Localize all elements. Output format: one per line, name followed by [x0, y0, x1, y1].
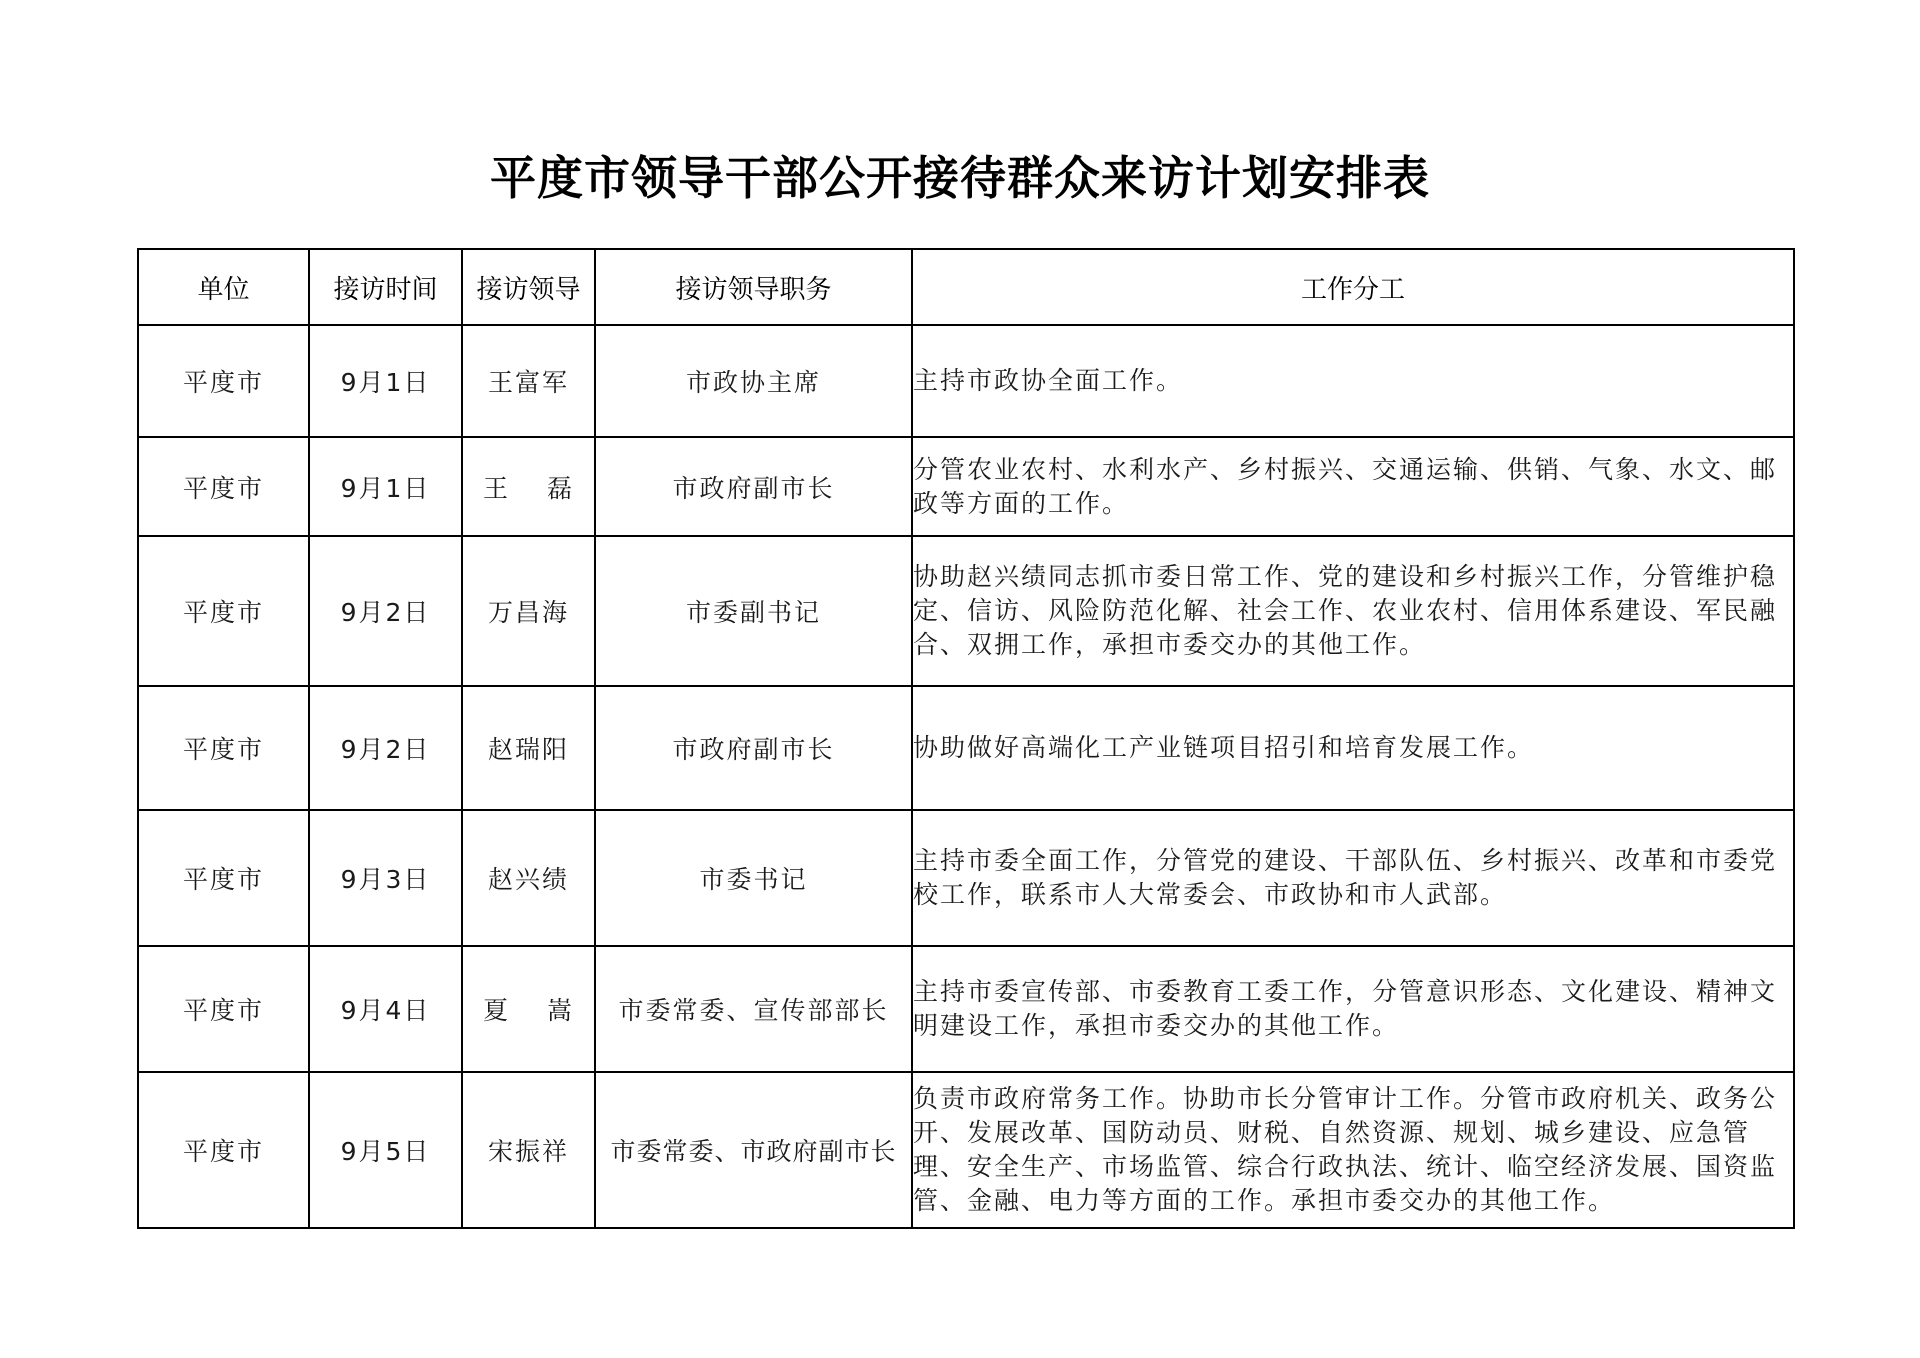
page-title: 平度市领导干部公开接待群众来访计划安排表	[490, 151, 1430, 205]
table-row	[138, 810, 1794, 946]
cell-unit: 平度市	[138, 1072, 309, 1228]
cell-duties: 协助赵兴绩同志抓市委日常工作、党的建设和乡村振兴工作，分管维护稳定、信访、风险防范化解、社会工作、农业农村、信用体系建设、军民融合、双拥工作，承担市委交办的其他工作。	[912, 536, 1794, 686]
cell-position: 市委常委、市政府副市长	[595, 1072, 912, 1228]
cell-unit: 平度市	[138, 810, 309, 946]
column-header-time: 接访时间	[309, 249, 462, 325]
cell-position: 市政府副市长	[595, 437, 912, 536]
cell-duties: 主持市委全面工作，分管党的建设、干部队伍、乡村振兴、改革和市委党校工作，联系市人大常委会、市政协和市人武部。	[912, 810, 1794, 946]
column-header-leader: 接访领导	[462, 249, 595, 325]
cell-position: 市委副书记	[595, 536, 912, 686]
cell-position: 市政府副市长	[595, 686, 912, 810]
column-header-duties: 工作分工	[912, 249, 1794, 325]
cell-date: 9月3日	[309, 810, 462, 946]
cell-duties: 主持市政协全面工作。	[912, 325, 1794, 437]
cell-unit: 平度市	[138, 437, 309, 536]
cell-leader: 赵瑞阳	[462, 686, 595, 810]
cell-unit: 平度市	[138, 686, 309, 810]
cell-leader: 王 磊	[462, 437, 595, 536]
table-row	[138, 686, 1794, 810]
cell-date: 9月5日	[309, 1072, 462, 1228]
cell-leader: 赵兴绩	[462, 810, 595, 946]
table-row	[138, 437, 1794, 536]
column-header-position: 接访领导职务	[595, 249, 912, 325]
cell-duties: 主持市委宣传部、市委教育工委工作，分管意识形态、文化建设、精神文明建设工作，承担市委交办的其他工作。	[912, 946, 1794, 1072]
cell-duties: 协助做好高端化工产业链项目招引和培育发展工作。	[912, 686, 1794, 810]
cell-position: 市委书记	[595, 810, 912, 946]
table-row	[138, 325, 1794, 437]
table-row	[138, 946, 1794, 1072]
cell-leader: 夏 嵩	[462, 946, 595, 1072]
cell-date: 9月2日	[309, 536, 462, 686]
cell-date: 9月2日	[309, 686, 462, 810]
cell-date: 9月4日	[309, 946, 462, 1072]
cell-unit: 平度市	[138, 325, 309, 437]
cell-leader: 宋振祥	[462, 1072, 595, 1228]
cell-unit: 平度市	[138, 536, 309, 686]
cell-date: 9月1日	[309, 437, 462, 536]
table-row	[138, 1072, 1794, 1228]
cell-date: 9月1日	[309, 325, 462, 437]
cell-leader: 王富军	[462, 325, 595, 437]
schedule-table	[137, 248, 1795, 1229]
cell-unit: 平度市	[138, 946, 309, 1072]
table-row	[138, 536, 1794, 686]
header-row	[138, 249, 1794, 325]
cell-duties: 负责市政府常务工作。协助市长分管审计工作。分管市政府机关、政务公开、发展改革、国防动员、财税、自然资源、规划、城乡建设、应急管理、安全生产、市场监管、综合行政执法、统计、临空经济发展、国资监管、金融、电力等方面的工作。承担市委交办的其他工作。	[912, 1072, 1794, 1228]
column-header-unit: 单位	[138, 249, 309, 325]
cell-position: 市委常委、宣传部部长	[595, 946, 912, 1072]
cell-duties: 分管农业农村、水利水产、乡村振兴、交通运输、供销、气象、水文、邮政等方面的工作。	[912, 437, 1794, 536]
cell-leader: 万昌海	[462, 536, 595, 686]
cell-position: 市政协主席	[595, 325, 912, 437]
